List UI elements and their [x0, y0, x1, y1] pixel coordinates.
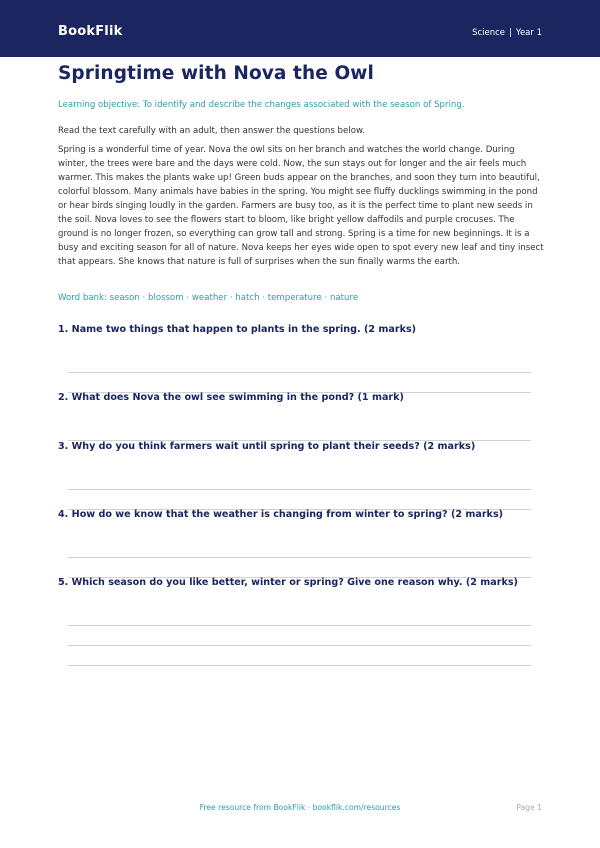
footer-credit: Free resource from BookFlik · bookflik.com/resources	[199, 803, 401, 812]
answer-line[interactable]	[68, 489, 531, 490]
page-number: Page 1	[516, 803, 542, 812]
brand-logo: BookFlik	[58, 24, 123, 39]
question-2: 2. What does Nova the owl see swimming in the pond? (1 mark)	[58, 392, 404, 403]
instructions: Read the text carefully with an adult, then answer the questions below.	[58, 126, 365, 136]
subject-label: Science	[472, 28, 506, 38]
answer-line[interactable]	[68, 625, 531, 626]
answer-line[interactable]	[68, 645, 531, 646]
answer-line[interactable]	[68, 372, 531, 373]
learning-objective: Learning objective: To identify and describe the changes associated with the season of Spring.	[58, 100, 465, 110]
question-4: 4. How do we know that the weather is changing from winter to spring? (2 marks)	[58, 509, 504, 520]
word-bank: Word bank: season · blossom · weather · hatch · temperature · nature	[58, 293, 359, 303]
question-3: 3. Why do you think farmers wait until spring to plant their seeds? (2 marks)	[58, 441, 476, 452]
worksheet-title: Springtime with Nova the Owl	[58, 63, 374, 84]
meta-separator: |	[509, 28, 512, 38]
subject-year	[472, 28, 542, 38]
reading-passage: Spring is a wonderful time of year. Nova the owl sits on her branch and watches the world change. During winter, the trees were bare and the days were cold. Now, the sun stays out for longer and the air feels much warmer. This makes the plants wake up! Green buds appear on the branches, and soon they turn into beautiful, colorful blossom. Many animals have babies in the spring. You might see fluffy ducklings swimming in the pond or hear birds singing loudly in the garden. Farmers are busy too, as it is the perfect time to plant new seeds in the soil. Nova loves to see the flowers start to bloom, like bright yellow daffodils and purple crocuses. The ground is no longer frozen, so everything can grow tall and strong. Spring is a time for new beginnings. It is a busy and exciting season for all of nature. Nova keeps her eyes wide open to spot every new leaf and tiny insect that appears. She knows that nature is full of surprises when the sun finally warms the earth.	[58, 145, 544, 267]
answer-line[interactable]	[68, 557, 531, 558]
question-1: 1. Name two things that happen to plants in the spring. (2 marks)	[58, 324, 417, 335]
question-5: 5. Which season do you like better, winter or spring? Give one reason why. (2 marks)	[58, 577, 518, 588]
answer-line[interactable]	[68, 665, 531, 666]
header-bar	[0, 0, 600, 57]
year-label: Year 1	[515, 28, 542, 38]
